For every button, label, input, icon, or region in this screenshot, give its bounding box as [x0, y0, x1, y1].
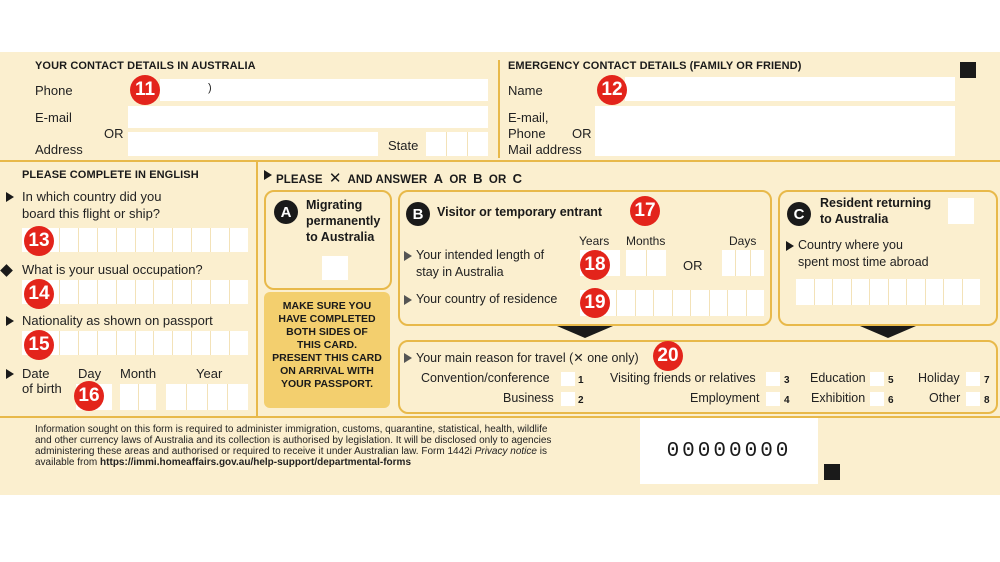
arrow-icon — [786, 241, 794, 251]
stay-label-2: stay in Australia — [416, 265, 504, 279]
dob-year-field[interactable] — [166, 384, 248, 410]
divider-vertical-left — [256, 160, 258, 418]
dob-label-2: of birth — [22, 381, 62, 396]
arrow-icon — [404, 251, 412, 261]
letter-c-circle: C — [787, 202, 811, 226]
warning-line: ON ARRIVAL WITH — [280, 365, 374, 377]
notice-line-3-text: administering these areas and authorised or required to receive it under Australian law. Form 1442i — [35, 446, 472, 457]
panel-c-title — [820, 195, 931, 227]
panel-a-title — [306, 197, 380, 245]
warning-line: BOTH SIDES OF — [286, 326, 368, 338]
months-label: Months — [626, 234, 666, 248]
privacy-notice — [35, 424, 615, 468]
q-country-line-2: board this flight or ship? — [22, 206, 161, 221]
notice-line-4-text: available from — [35, 457, 98, 468]
arrow-icon — [6, 369, 14, 379]
arrow-icon — [264, 170, 272, 180]
phone-field[interactable] — [160, 79, 488, 101]
reason-checkbox-2[interactable] — [561, 392, 575, 406]
badge-15: 15 — [24, 330, 54, 360]
panel-c-checkbox[interactable] — [948, 198, 974, 224]
contact-header: YOUR CONTACT DETAILS IN AUSTRALIA — [35, 60, 256, 72]
reason-option-label: Visiting friends or relatives — [610, 371, 756, 385]
badge-14: 14 — [24, 279, 54, 309]
emergency-contact-field[interactable] — [595, 106, 955, 156]
day-label: Day — [78, 366, 102, 381]
panel-c-q-1: Country where you — [798, 238, 903, 252]
badge-11: 11 — [130, 75, 160, 105]
reason-checkbox-5[interactable] — [870, 372, 884, 386]
reason-number: 4 — [784, 395, 790, 406]
panel-b-title: Visitor or temporary entrant — [437, 205, 603, 219]
dob-label-1: Date — [22, 366, 50, 381]
diamond-icon — [0, 264, 13, 277]
warning-line: YOUR PASSPORT. — [281, 378, 373, 390]
english-header: PLEASE COMPLETE IN ENGLISH — [22, 169, 199, 181]
state-field[interactable] — [426, 132, 488, 156]
reason-label: Your main reason for travel (✕ one only) — [416, 351, 639, 365]
arrow-icon — [6, 192, 14, 202]
badge-13: 13 — [24, 226, 54, 256]
notice-line-1: Information sought on this form is required to administer immigration, customs, quarantine, statistical, health, wildlife — [35, 424, 548, 435]
letter-b-circle: B — [406, 202, 430, 226]
panel-c-title-2: to Australia — [820, 212, 889, 226]
state-label: State — [388, 138, 419, 153]
registration-mark-top — [960, 62, 976, 78]
emergency-email-label: E-mail, — [508, 110, 549, 125]
reason-checkbox-3[interactable] — [766, 372, 780, 386]
divider-horizontal-top — [0, 160, 1000, 162]
arrow-icon — [6, 316, 14, 326]
and-answer-text: AND ANSWER — [347, 174, 428, 186]
reason-number: 1 — [578, 375, 584, 386]
emergency-phone-label: Phone — [508, 126, 546, 141]
phone-label: Phone — [35, 83, 73, 98]
answer-b: B — [473, 171, 483, 186]
reason-number: 6 — [888, 395, 894, 406]
answer-a: A — [433, 171, 444, 186]
emergency-header: EMERGENCY CONTACT DETAILS (FAMILY OR FRIEND) — [508, 60, 802, 72]
panel-c-q-2: spent most time abroad — [798, 255, 929, 269]
arrow-down-icon — [557, 326, 613, 338]
reason-number: 8 — [984, 395, 990, 406]
reason-number: 5 — [888, 375, 894, 386]
panel-a-checkbox[interactable] — [322, 256, 348, 280]
stay-or-label: OR — [683, 258, 703, 273]
reason-number: 3 — [784, 375, 790, 386]
badge-19: 19 — [580, 288, 610, 318]
notice-line-3 — [35, 446, 615, 457]
answer-instruction — [276, 169, 522, 187]
occupation-field[interactable] — [22, 280, 248, 304]
reason-option-label: Other — [929, 391, 961, 405]
contact-or-label: OR — [104, 126, 124, 141]
residence-label: Your country of residence — [416, 292, 558, 306]
reason-number: 7 — [984, 375, 990, 386]
years-label: Years — [579, 234, 610, 248]
q-country-line-1: In which country did you — [22, 189, 162, 204]
year-label: Year — [196, 366, 223, 381]
notice-line-3-end: is — [539, 446, 547, 457]
answer-c: C — [512, 171, 523, 186]
stay-months-field[interactable] — [626, 250, 666, 276]
month-label: Month — [120, 366, 157, 381]
warning-line: PRESENT THIS CARD — [272, 352, 382, 364]
reason-checkbox-6[interactable] — [870, 392, 884, 406]
reason-option-label: Employment — [690, 391, 760, 405]
notice-line-4 — [35, 457, 615, 468]
badge-16: 16 — [74, 381, 104, 411]
notice-url-link[interactable]: https://immi.homeaffairs.gov.au/help-support/departmental-forms — [100, 457, 412, 468]
cross-icon: ✕ — [328, 170, 342, 187]
reason-checkbox-7[interactable] — [966, 372, 980, 386]
warning-line: HAVE COMPLETED — [278, 313, 376, 325]
warning-line: THIS CARD. — [296, 339, 358, 351]
emergency-or-label: OR — [572, 126, 592, 141]
warning-line: MAKE SURE YOU — [282, 300, 372, 312]
country-boarded-field[interactable] — [22, 228, 248, 252]
reason-number: 2 — [578, 395, 584, 406]
serial-number-box — [640, 418, 818, 484]
reason-option-label: Convention/conference — [421, 371, 550, 385]
warning-box — [264, 292, 390, 408]
emergency-mail-label: Mail address — [508, 142, 582, 157]
panel-a-title-3: to Australia — [306, 230, 375, 244]
q-nationality: Nationality as shown on passport — [22, 313, 213, 328]
privacy-notice-title: Privacy notice — [474, 446, 537, 457]
serial-number: 00000000 — [666, 440, 792, 463]
badge-17: 17 — [630, 196, 660, 226]
please-text: PLEASE — [276, 174, 323, 186]
answer-or-1: OR — [449, 174, 467, 186]
divider-horizontal-bottom — [0, 416, 1000, 418]
email-field[interactable] — [128, 106, 488, 128]
reason-checkbox-1[interactable] — [561, 372, 575, 386]
panel-a-title-2: permanently — [306, 214, 381, 228]
badge-18: 18 — [580, 250, 610, 280]
reason-option-label: Business — [503, 391, 554, 405]
stay-label-1: Your intended length of — [416, 248, 545, 262]
reason-option-label: Holiday — [918, 371, 960, 385]
incoming-passenger-card — [0, 52, 1000, 495]
notice-line-2: and other currency laws of Australia and its collection is authorised by legislation. It will be disclosed only to agencies — [35, 435, 552, 446]
reason-checkbox-8[interactable] — [966, 392, 980, 406]
reason-checkbox-4[interactable] — [766, 392, 780, 406]
arrow-icon — [404, 295, 412, 305]
reason-option-label: Exhibition — [811, 391, 866, 405]
letter-a-circle: A — [274, 200, 298, 224]
answer-or-2: OR — [488, 174, 507, 186]
panel-a-title-1: Migrating — [306, 198, 363, 212]
reason-option-label: Education — [810, 371, 866, 385]
email-label: E-mail — [35, 110, 72, 125]
badge-20: 20 — [653, 341, 683, 371]
registration-mark-bottom — [824, 464, 840, 480]
dob-month-field[interactable] — [120, 384, 156, 410]
nationality-field[interactable] — [22, 331, 248, 355]
panel-c-title-1: Resident returning — [820, 196, 932, 210]
country-abroad-field[interactable] — [796, 279, 980, 305]
address-label: Address — [35, 142, 83, 157]
divider-vertical-top — [498, 60, 500, 158]
emergency-name-label: Name — [508, 83, 543, 98]
arrow-down-icon — [860, 326, 916, 338]
phone-value: ) — [208, 82, 212, 94]
stay-days-field[interactable] — [722, 250, 764, 276]
badge-12: 12 — [597, 75, 627, 105]
address-field[interactable] — [128, 132, 378, 156]
arrow-icon — [404, 353, 412, 363]
days-label: Days — [729, 234, 757, 248]
q-occupation: What is your usual occupation? — [22, 262, 203, 277]
emergency-name-field[interactable] — [625, 77, 955, 101]
